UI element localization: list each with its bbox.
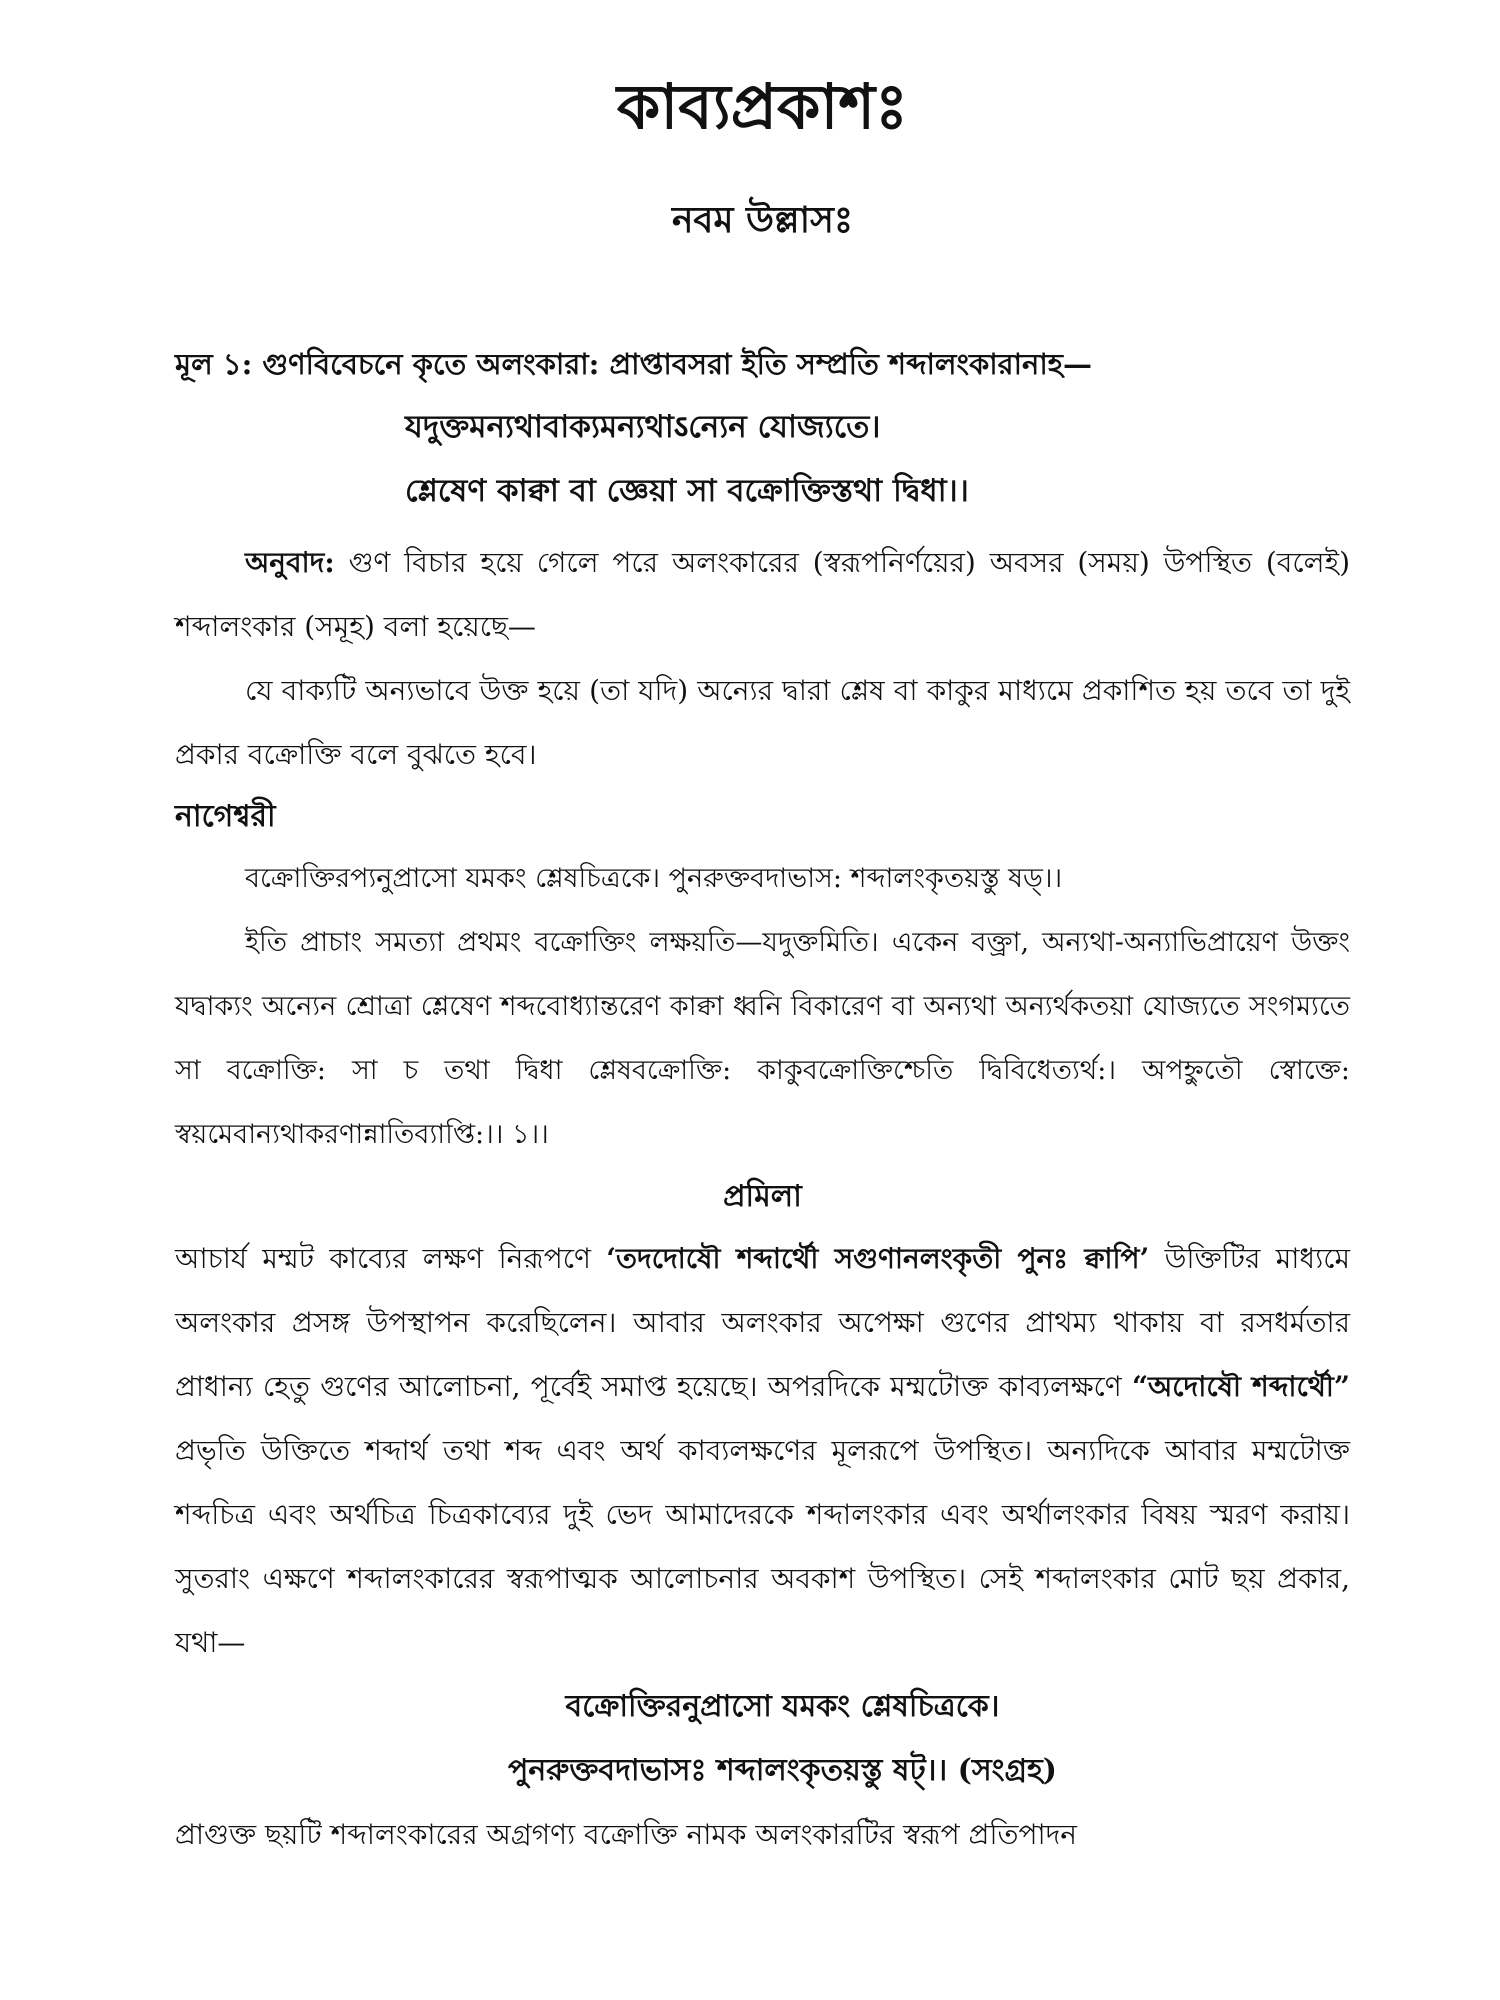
- book-title: কাব্যপ্রকাশঃ: [616, 70, 909, 143]
- pramila-text-b: উক্তিটির মাধ্যমে অলংকার প্রসঙ্গ উপস্থাপন করেছিলেন। আবার অলংকার অপেক্ষা গুণের প্রাথম্য থাকায় বা রসধর্মতার প্রাধান্য হেতু গুণের আলোচনা, পূর্বেই সমাপ্ত হয়েছে। অপরদিকে মম্মটোক্ত কাব্যলক্ষণে: [175, 1242, 1350, 1403]
- pramila-quote-1: ‘তদদোষৌ শব্দার্থৌ সগুণানলংকৃতী পুনঃ ক্বাপি’: [606, 1242, 1150, 1275]
- pramila-section: [175, 1167, 1350, 1867]
- mool-verse-line-2: শ্লেষেণ কাক্বা বা জ্ঞেয়া সা বক্রোক্তিস্তথা দ্বিধা।।: [405, 473, 969, 509]
- mool-intro: মূল ১: গুণবিবেচনে কৃতে অলংকারা: প্রাপ্তাবসরা ইতি সম্প্রতি শব্দালংকারানাহ—: [175, 347, 1092, 381]
- nageshwari-line-1: বক্রোক্তিরপ্যনুপ্রাসো যমকং শ্লেষচিত্রকে। পুনরুক্তবদাভাস: শব্দালংকৃতয়স্তু ষড্।।: [245, 863, 1063, 894]
- pramila-text-c: প্রভৃতি উক্তিতে শব্দার্থ তথা শব্দ এবং অর্থ কাব্যলক্ষণের মূলরূপে উপস্থিত। অন্যদিকে আবার মম্মটোক্ত শব্দচিত্র এবং অর্থচিত্র চিত্রকাব্যের দুই ভেদ আমাদেরকে শব্দালংকার এবং অর্থালংকার বিষয় স্মরণ করায়। সুতরাং এক্ষণে শব্দালংকারের স্বরূপাত্মক আলোচনার অবকাশ উপস্থিত। সেই শব্দালংকার মোট ছয় প্রকার, যথা—: [175, 1434, 1350, 1659]
- pramila-quote-2: “অদোষৌ শব্দার্থৌ”: [1131, 1370, 1350, 1403]
- mool-section: [175, 333, 1350, 523]
- chapter-subtitle: নবম উল্লাসঃ: [671, 199, 854, 241]
- nageshwari-paragraph: ইতি প্রাচাং সমত্যা প্রথমং বক্রোক্তিং লক্ষয়তি—যদুক্তমিতি। একেন বক্ত্রা, অন্যথা-অন্যাভিপ্রায়েণ উক্তং যদ্বাক্যং অন্যেন শ্রোত্রা শ্লেষেণ শব্দবোধ্যান্তরেণ কাক্বা ধ্বনি বিকারেণ বা অন্যথা অন্যর্থকতয়া যোজ্যতে সংগম্যতে সা বক্রোক্তি: সা চ তথা দ্বিধা শ্লেষবক্রোক্তি: কাকুবক্রোক্তিশ্চেতি দ্বিবিধেত্যর্থ:। অপহ্নুতৌ স্বোক্তে: স্বয়মেবান্যথাকরণান্নাতিব্যাপ্তি:।। ১।।: [175, 927, 1350, 1150]
- nageshwari-heading: নাগেশ্বরী: [175, 799, 276, 834]
- pramila-verse-line-2: পুনরুক্তবদাভাসঃ শব্দালংকৃতয়স্তু ষট্।। (সংগ্রহ): [507, 1753, 1057, 1788]
- anuvad-paragraph-2: যে বাক্যটি অন্যভাবে উক্ত হয়ে (তা যদি) অন্যের দ্বারা শ্লেষ বা কাকুর মাধ্যমে প্রকাশিত হয় তবে তা দুই প্রকার বক্রোক্তি বলে বুঝতে হবে।: [175, 674, 1350, 771]
- anuvad-text: গুণ বিচার হয়ে গেলে পরে অলংকারের (স্বরূপনির্ণয়ের) অবসর (সময়) উপস্থিত (বলেই) শব্দালংকার (সমূহ) বলা হয়েছে—: [175, 546, 1350, 643]
- pramila-verse-line-1: বক্রোক্তিরনুপ্রাসো যমকং শ্লেষচিত্রকে।: [565, 1689, 1000, 1724]
- nageshwari-section: [175, 787, 1350, 1167]
- anuvad-label: অনুবাদ:: [245, 546, 335, 579]
- pramila-last-line: প্রাগুক্ত ছয়টি শব্দালংকারের অগ্রগণ্য বক্রোক্তি নামক অলংকারটির স্বরূপ প্রতিপাদন: [175, 1818, 1078, 1851]
- pramila-paragraph: [175, 1227, 1350, 1675]
- mool-verse-line-1: যদুক্তমন্যথাবাক্যমন্যথাऽন্যেন যোজ্যতে।: [405, 409, 881, 445]
- pramila-text-a: আচার্য মম্মট কাব্যের লক্ষণ নিরূপণে: [175, 1242, 607, 1275]
- pramila-heading: প্রমিলা: [723, 1179, 802, 1214]
- anuvad-paragraph: [175, 531, 1350, 659]
- anuvad-section: [175, 531, 1350, 787]
